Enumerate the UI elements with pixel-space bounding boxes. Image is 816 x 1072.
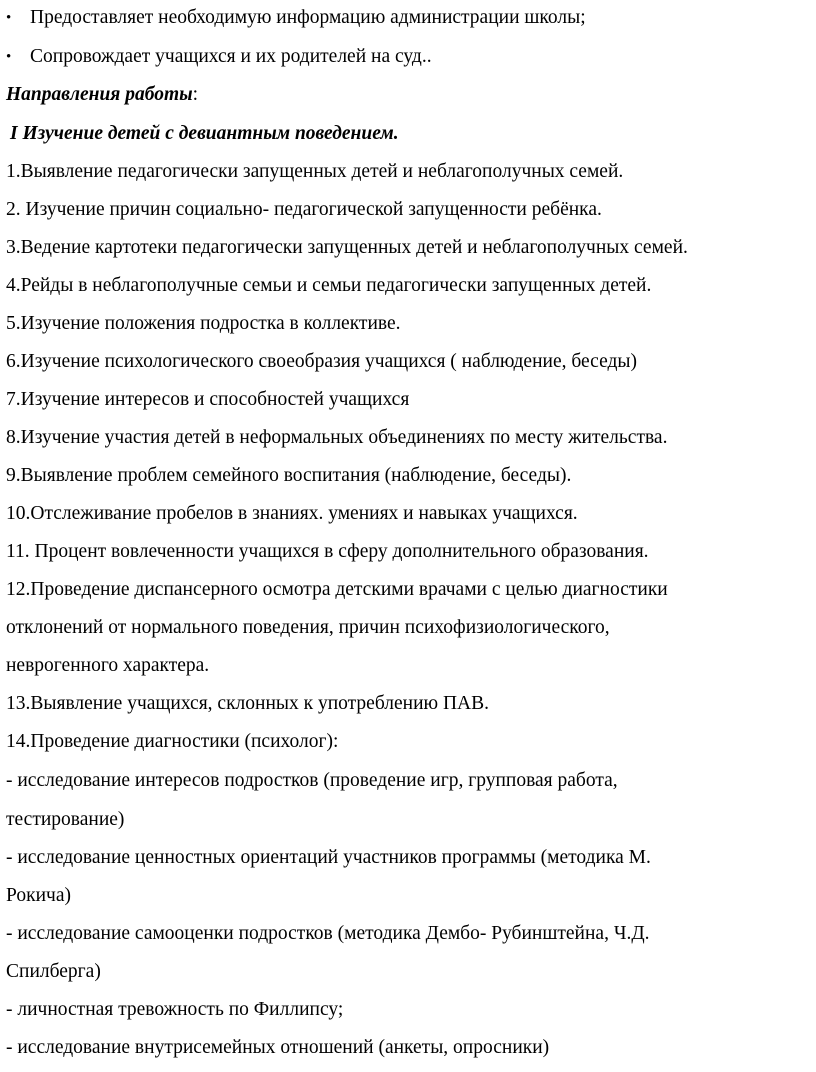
sub-list-item: - исследование ценностных ориентаций участников программы (методика М. [6,847,651,868]
bullet-text: Сопровождает учащихся и их родителей на суд.. [30,46,432,67]
bullet-icon: • [6,10,12,26]
list-item-continuation: отклонений от нормального поведения, причин психофизиологического, [6,617,610,638]
sub-list-item: - личностная тревожность по Филлипсу; [6,999,344,1020]
subsection-heading: I Изучение детей с девиантным поведением. [10,123,399,144]
sub-list-item: - исследование самооценки подростков (методика Дембо- Рубинштейна, Ч.Д. [6,923,650,944]
list-item: 14.Проведение диагностики (психолог): [6,731,339,752]
bullet-item [6,45,432,69]
list-item: 6.Изучение психологического своеобразия учащихся ( наблюдение, беседы) [6,351,637,372]
list-item: 12.Проведение диспансерного осмотра детскими врачами с целью диагностики [6,579,668,600]
list-item: 2. Изучение причин социально- педагогической запущенности ребёнка. [6,199,602,220]
list-item: 8.Изучение участия детей в неформальных объединениях по месту жительства. [6,427,668,448]
section-heading-text: Направления работы [6,84,193,105]
list-item: 3.Ведение картотеки педагогически запущенных детей и неблагополучных семей. [6,237,688,258]
list-item: 13.Выявление учащихся, склонных к употреблению ПАВ. [6,693,489,714]
list-item: 11. Процент вовлеченности учащихся в сферу дополнительного образования. [6,541,649,562]
sub-list-item: - исследование интересов подростков (проведение игр, групповая работа, [6,770,618,791]
sub-list-item: - исследование внутрисемейных отношений (анкеты, опросники) [6,1037,550,1058]
list-item-continuation: неврогенного характера. [6,655,210,676]
list-item: 1.Выявление педагогически запущенных детей и неблагополучных семей. [6,161,624,182]
list-item: 7.Изучение интересов и способностей учащихся [6,389,410,410]
sub-list-item-continuation: Спилберга) [6,961,101,982]
sub-list-item-continuation: Рокича) [6,885,71,906]
bullet-text: Предоставляет необходимую информацию администрации школы; [30,7,586,28]
sub-list-item-continuation: тестирование) [6,809,125,830]
list-item: 5.Изучение положения подростка в коллективе. [6,313,401,334]
bullet-item [6,6,586,30]
section-heading-colon: : [192,84,199,105]
section-heading [6,83,198,107]
list-item: 10.Отслеживание пробелов в знаниях. умениях и навыках учащихся. [6,503,578,524]
list-item: 4.Рейды в неблагополучные семьи и семьи педагогически запущенных детей. [6,275,652,296]
list-item: 9.Выявление проблем семейного воспитания (наблюдение, беседы). [6,465,572,486]
bullet-icon: • [6,49,12,65]
